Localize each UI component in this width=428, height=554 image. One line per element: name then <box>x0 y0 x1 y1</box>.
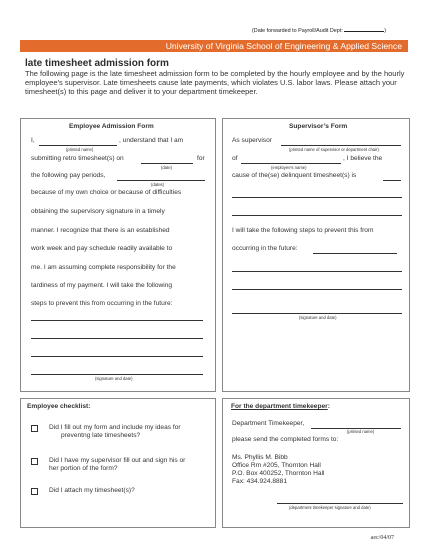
form-code: aec/04/07 <box>370 535 394 541</box>
employee-name-caption: (employee’s name) <box>271 165 307 170</box>
address-line-3: P.O. Box 400252, Thornton Hall <box>232 470 325 477</box>
supervisor-name-field[interactable] <box>281 145 401 146</box>
statement-line-5: obtaining the supervisory signature in a timely <box>31 208 165 215</box>
statement-line-4: because of my own choice or because of difficulties <box>31 189 182 196</box>
as-supervisor-text: As supervisor <box>232 137 272 144</box>
i-label: I, <box>31 137 35 144</box>
of-text: of <box>232 155 238 162</box>
steps-text: I will take the following steps to prevent this from <box>232 227 374 234</box>
statement-line-6: manner. I recognize that there is an established <box>31 227 170 234</box>
statement-line-7: work week and pay schedule readily available to <box>31 245 173 252</box>
timekeeper-signature-field[interactable] <box>277 503 403 504</box>
checklist-checkbox-3[interactable] <box>31 488 38 495</box>
checklist-item-2a: Did I have my supervisor fill out and sign his or <box>49 457 186 464</box>
date-forwarded-label: (Date forwarded to Payroll/Audit Dept: <box>252 28 343 34</box>
employee-admission-panel <box>20 118 216 392</box>
checklist-checkbox-1[interactable] <box>31 425 38 432</box>
occurring-field[interactable] <box>313 253 397 254</box>
timekeeper-heading-colon: : <box>327 403 330 410</box>
university-banner: University of Virginia School of Engineering & Applied Science <box>20 40 408 52</box>
employee-signature-field[interactable] <box>31 374 203 375</box>
employee-name-field[interactable] <box>39 145 117 146</box>
supervisor-signature-field[interactable] <box>232 313 402 314</box>
employee-form-heading: Employee Admission Form <box>69 123 154 130</box>
timekeeper-heading: For the department timekeeper <box>231 403 328 410</box>
following-text: the following pay periods, <box>31 172 106 179</box>
date-forwarded-end: ) <box>384 28 387 34</box>
dates-caption: (dates) <box>151 182 165 187</box>
cause-line-2[interactable] <box>232 215 402 216</box>
pay-periods-field[interactable] <box>117 180 205 181</box>
occurring-text: occurring in the future: <box>232 245 298 252</box>
supervisor-signature-caption: (signature and date) <box>299 315 337 320</box>
employee-prevention-line-2[interactable] <box>31 338 203 339</box>
checklist-heading: Employee checklist: <box>27 403 91 410</box>
checklist-item-1a: Did I fill out my form and include my ideas for <box>49 424 181 431</box>
understand-text: , understand that I am <box>119 137 184 144</box>
statement-line-10: steps to prevent this from occurring in the future: <box>31 300 173 307</box>
employee-signature-caption: (signature and date) <box>95 376 133 381</box>
cause-line-1[interactable] <box>232 197 402 198</box>
send-to-text: please send the completed forms to: <box>232 436 339 443</box>
date-caption: (date) <box>161 165 172 170</box>
for-text: for <box>197 155 205 162</box>
address-line-2: Office Rm #205, Thornton Hall <box>232 462 321 469</box>
address-line-1: Ms. Phyllis M. Bibb <box>232 454 288 461</box>
date-forwarded-line <box>252 28 386 34</box>
statement-line-8: me. I am assuming complete responsibility for the <box>31 264 176 271</box>
employee-prevention-line-1[interactable] <box>31 320 203 321</box>
believe-text: , I believe the <box>343 155 383 162</box>
cause-field-start[interactable] <box>383 180 401 181</box>
page-title: late timesheet admission form <box>25 58 169 69</box>
intro-paragraph: The following page is the late timesheet admission form to be completed by the hourly employee and by the hourly employee’s supervisor. Late timesheets cause late payments, which violates U.S. labor laws. Please attach your timesheet(s) to this page and deliver it to your department timekeeper. <box>25 69 405 96</box>
timekeeper-heading-wrap <box>231 403 330 410</box>
checklist-item-3: Did I attach my timesheet(s)? <box>49 487 135 494</box>
submission-date-field[interactable] <box>141 163 193 164</box>
timekeeper-signature-caption: (department timekeeper signature and date) <box>289 505 371 510</box>
dept-timekeeper-label: Department Timekeeper, <box>232 420 305 427</box>
printed-name-caption: (printed name) <box>66 147 94 152</box>
supervisor-prevention-line-2[interactable] <box>232 289 402 290</box>
employee-prevention-line-3[interactable] <box>31 356 203 357</box>
supervisor-name-caption: (printed name of supervisor or department chair) <box>289 147 379 152</box>
supervisor-prevention-line-1[interactable] <box>232 271 402 272</box>
timekeeper-name-caption: (printed name) <box>347 429 375 434</box>
statement-line-9: tardiness of my payment. I will take the following <box>31 282 173 289</box>
employee-name-field-supervisor[interactable] <box>241 163 341 164</box>
checklist-item-1b: preventng late timesheets? <box>61 432 141 439</box>
submitting-text: submitting retro timesheet(s) on <box>31 155 124 162</box>
employee-checklist-panel <box>20 398 216 528</box>
date-forwarded-blank[interactable] <box>344 31 384 32</box>
address-line-4: Fax: 434.924.8881 <box>232 478 287 485</box>
supervisor-form-panel <box>222 118 410 392</box>
supervisor-form-heading: Supervisor’s Form <box>289 123 348 130</box>
timekeeper-panel <box>222 398 410 528</box>
checklist-item-2b: her portion of the form? <box>49 465 118 472</box>
cause-text: cause of the(se) delinquent timesheet(s) is <box>232 172 357 179</box>
checklist-checkbox-2[interactable] <box>31 458 38 465</box>
